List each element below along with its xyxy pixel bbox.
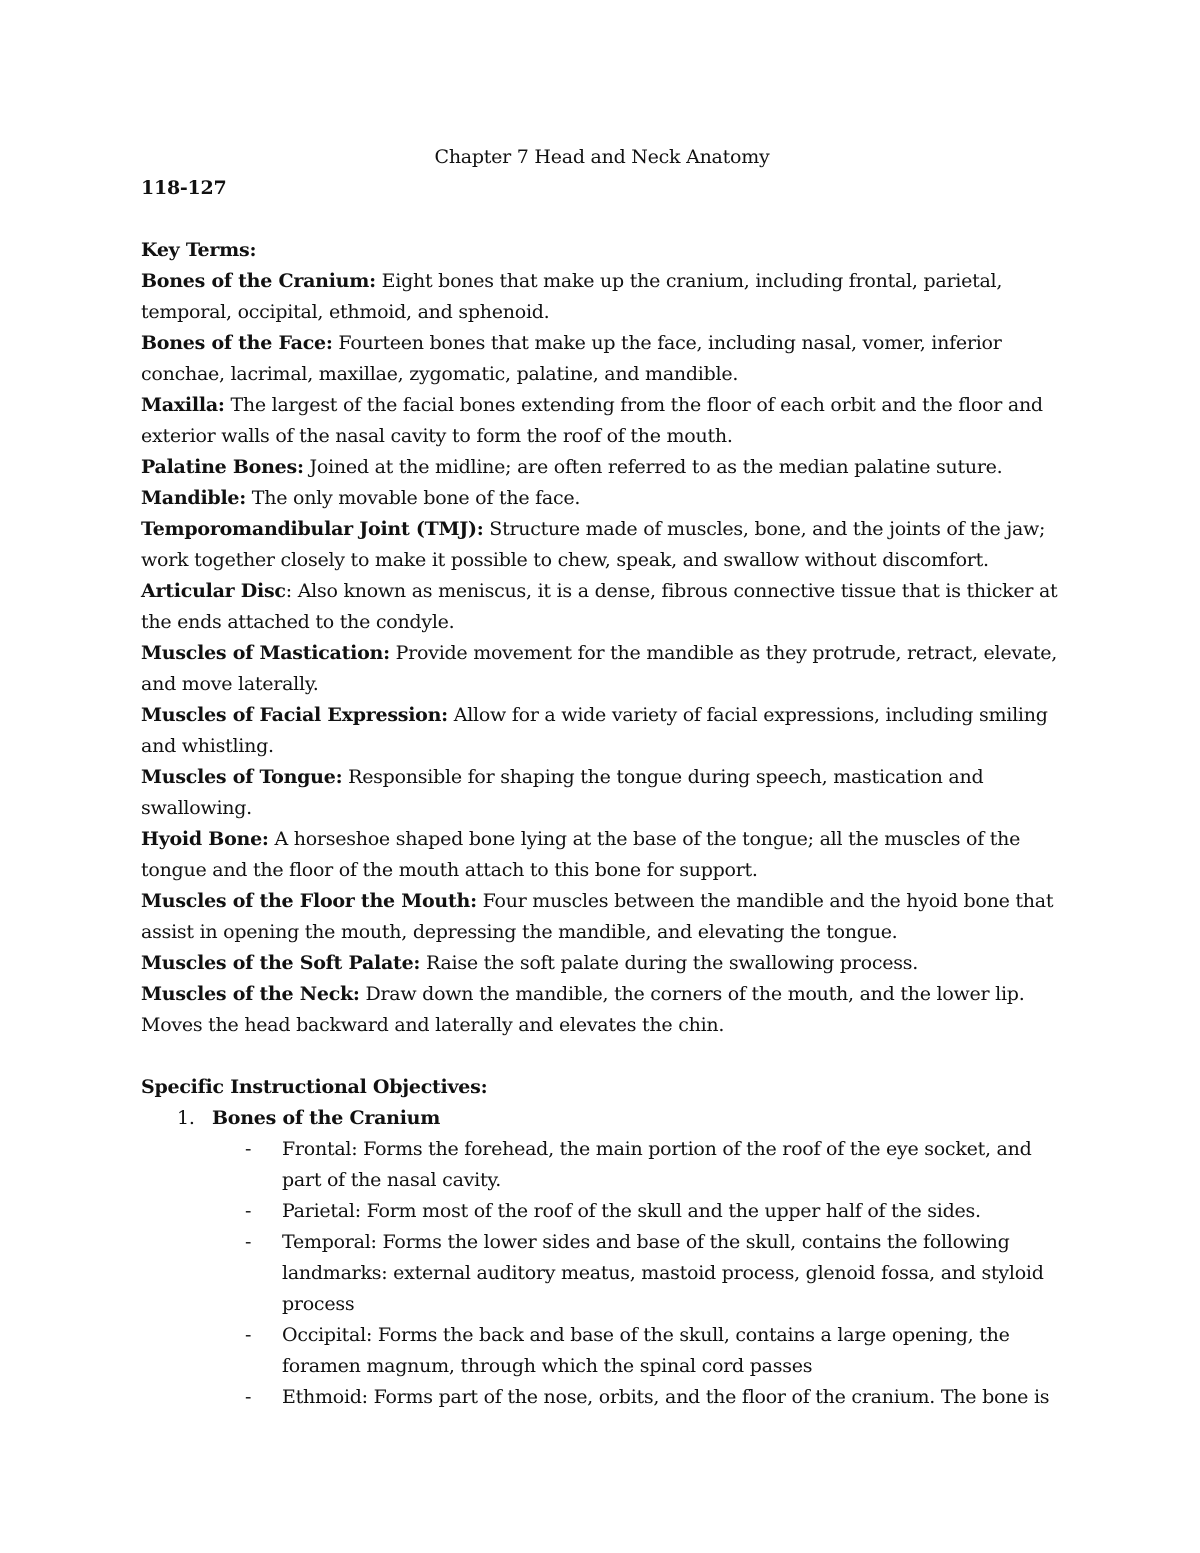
objectives-heading: Specific Instructional Objectives: <box>141 1076 488 1098</box>
sub-item-text: Occipital: Forms the back and base of the skull, contains a large opening, the foramen magnum, through which the spinal cord passes <box>282 1324 1010 1377</box>
objective-item <box>141 1103 1061 1413</box>
key-term <box>141 886 1061 948</box>
term-definition: Four muscles between the mandible and the hyoid bone that assist in opening the mouth, depressing the mandible, and elevating the tongue. <box>141 890 1054 943</box>
key-term <box>141 638 1061 700</box>
sub-item <box>141 1196 1061 1227</box>
key-terms-list <box>141 266 1061 1041</box>
sub-item-text: Frontal: Forms the forehead, the main portion of the roof of the eye socket, and part of the nasal cavity. <box>282 1138 1032 1191</box>
term-label: Muscles of Facial Expression: <box>141 704 448 726</box>
term-definition: A horseshoe shaped bone lying at the base of the tongue; all the muscles of the tongue and the floor of the mouth attach to this bone for support. <box>141 828 1021 881</box>
document-title: Chapter 7 Head and Neck Anatomy <box>434 146 770 168</box>
sub-item <box>141 1134 1061 1196</box>
term-label: Articular Disc <box>141 580 286 602</box>
key-term <box>141 266 1061 328</box>
objective-title: Bones of the Cranium <box>212 1107 441 1129</box>
term-label: Temporomandibular Joint (TMJ): <box>141 518 484 540</box>
blank-line <box>141 1041 1061 1072</box>
key-term <box>141 390 1061 452</box>
term-definition: Structure made of muscles, bone, and the joints of the jaw; work together closely to make it possible to chew, speak, and swallow without discomfort. <box>141 518 1046 571</box>
key-term <box>141 452 1061 483</box>
term-label: Muscles of the Floor the Mouth: <box>141 890 477 912</box>
sub-item <box>141 1382 1061 1413</box>
term-definition: Eight bones that make up the cranium, including frontal, parietal, temporal, occipital, ethmoid, and sphenoid. <box>141 270 1003 323</box>
key-term <box>141 328 1061 390</box>
key-term <box>141 762 1061 824</box>
term-label: Muscles of the Neck: <box>141 983 360 1005</box>
term-label: Palatine Bones: <box>141 456 304 478</box>
dash-bullet: - <box>245 1386 252 1408</box>
term-definition: Allow for a wide variety of facial expressions, including smiling and whistling. <box>141 704 1048 757</box>
sub-item <box>141 1320 1061 1382</box>
term-definition: Provide movement for the mandible as they protrude, retract, elevate, and move laterally. <box>141 642 1058 695</box>
term-label: Hyoid Bone: <box>141 828 269 850</box>
term-definition: Draw down the mandible, the corners of the mouth, and the lower lip. Moves the head backward and laterally and elevates the chin. <box>141 983 1025 1036</box>
term-definition: The largest of the facial bones extending from the floor of each orbit and the floor and exterior walls of the nasal cavity to form the roof of the mouth. <box>141 394 1043 447</box>
dash-bullet: - <box>245 1138 252 1160</box>
term-label: Muscles of the Soft Palate: <box>141 952 421 974</box>
term-label: Bones of the Face: <box>141 332 333 354</box>
key-term <box>141 576 1061 638</box>
dash-bullet: - <box>245 1231 252 1253</box>
term-label: Maxilla: <box>141 394 225 416</box>
term-definition: Raise the soft palate during the swallowing process. <box>420 952 918 974</box>
sub-item-text: Temporal: Forms the lower sides and base of the skull, contains the following landmarks: external auditory meatus, mastoid process, glenoid fossa, and styloid process <box>282 1231 1044 1315</box>
objective-subitems <box>141 1134 1061 1413</box>
sub-item-text: Ethmoid: Forms part of the nose, orbits, and the floor of the cranium. The bone is <box>282 1386 1050 1408</box>
key-term <box>141 514 1061 576</box>
dash-bullet: - <box>245 1200 252 1222</box>
dash-bullet: - <box>245 1324 252 1346</box>
term-definition: Responsible for shaping the tongue during speech, mastication and swallowing. <box>141 766 984 819</box>
term-label: Muscles of Tongue: <box>141 766 343 788</box>
term-label: Bones of the Cranium: <box>141 270 376 292</box>
term-definition: Joined at the midline; are often referred to as the median palatine suture. <box>303 456 1003 478</box>
blank-line <box>141 204 1061 235</box>
key-term <box>141 824 1061 886</box>
key-terms-heading: Key Terms: <box>141 239 257 261</box>
key-term <box>141 979 1061 1041</box>
page-range: 118-127 <box>141 177 227 199</box>
term-definition: The only movable bone of the face. <box>246 487 581 509</box>
term-label: Muscles of Mastication: <box>141 642 390 664</box>
key-term <box>141 948 1061 979</box>
sub-item <box>141 1227 1061 1320</box>
term-definition: : Also known as meniscus, it is a dense, fibrous connective tissue that is thicker at the ends attached to the condyle. <box>141 580 1058 633</box>
objective-number: 1. <box>177 1107 195 1129</box>
term-label: Mandible: <box>141 487 247 509</box>
key-term <box>141 483 1061 514</box>
document-body <box>141 142 1061 1413</box>
objectives-list <box>141 1103 1061 1413</box>
term-definition: Fourteen bones that make up the face, including nasal, vomer, inferior conchae, lacrimal, maxillae, zygomatic, palatine, and mandible. <box>141 332 1002 385</box>
key-term <box>141 700 1061 762</box>
sub-item-text: Parietal: Form most of the roof of the skull and the upper half of the sides. <box>282 1200 981 1222</box>
